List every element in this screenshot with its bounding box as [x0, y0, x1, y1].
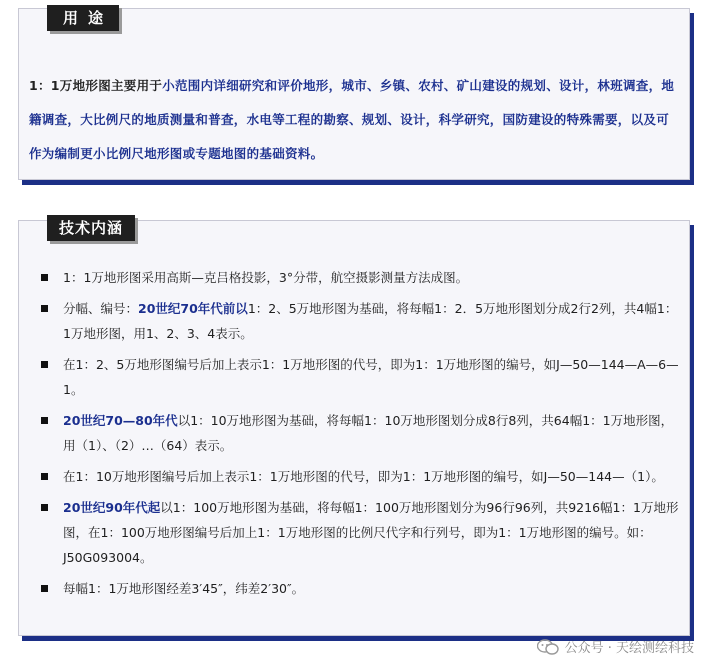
list-item — [41, 576, 679, 601]
usage-text-body: 小范围内详细研究和评价地形，城市、乡镇、农村、矿山建设的规划、设计，林班调查，地籍调查，大比例尺的地质测量和普查，水电等工程的勘察、规划、设计，科学研究，国防建设的特殊需要，以及可作为编制更小比例尺地形图或专题地图的基础资料。 — [29, 78, 675, 161]
list-item — [41, 352, 679, 402]
item-text: 在1：2、5万地形图编号后加上表示1：1万地形图的代号，即为1：1万地形图的编号，如J—50—144—A—6—1。 — [63, 357, 679, 397]
wechat-icon — [537, 639, 559, 655]
tech-bullet-list — [41, 265, 679, 607]
tech-tag: 技术内涵 — [47, 215, 135, 241]
item-text: 以1：10万地形图为基础，将每幅1：10万地形图划分成8行8列，共64幅1：1万地形图，用（1）、（2）…（64）表示。 — [63, 413, 674, 453]
watermark-text: 公众号 · 天绘测绘科技 — [564, 641, 694, 656]
item-highlight: 20世纪70年代前以 — [138, 301, 248, 316]
usage-text-lead: 1：1万地形图主要用于 — [29, 78, 163, 93]
item-text: 在1：10万地形图编号后加上表示1：1万地形图的代号，即为1：1万地形图的编号，如J—50—144—（1）。 — [63, 469, 664, 484]
item-text: 1：2、5万地形图为基础，将每幅1：2．5万地形图划分成2行2列，共4幅1：1万地形图，用1、2、3、4表示。 — [63, 301, 678, 341]
usage-section — [18, 8, 690, 180]
item-highlight: 20世纪90年代起 — [63, 500, 161, 515]
usage-tag: 用途 — [47, 5, 119, 31]
list-item — [41, 408, 679, 458]
watermark — [537, 637, 694, 656]
list-item — [41, 296, 679, 346]
item-highlight: 20世纪70—80年代 — [63, 413, 178, 428]
list-item — [41, 495, 679, 570]
item-text: 每幅1：1万地形图经差3′45″，纬差2′30″。 — [63, 581, 305, 596]
item-text: 以1：100万地形图为基础，将每幅1：100万地形图划分为96行96列，共9216幅1：1万地形图，在1：100万地形图编号后加上1：1万地形图的比例尺代字和行列号，即为1：1万地形图的编号。如：J50G093004。 — [63, 500, 679, 565]
tech-section — [18, 220, 690, 636]
item-text: 1：1万地形图采用高斯—克吕格投影，3°分带，航空摄影测量方法成图。 — [63, 270, 469, 285]
list-item — [41, 265, 679, 290]
item-prefix: 分幅、编号： — [63, 301, 139, 316]
usage-paragraph — [29, 69, 677, 171]
list-item — [41, 464, 679, 489]
